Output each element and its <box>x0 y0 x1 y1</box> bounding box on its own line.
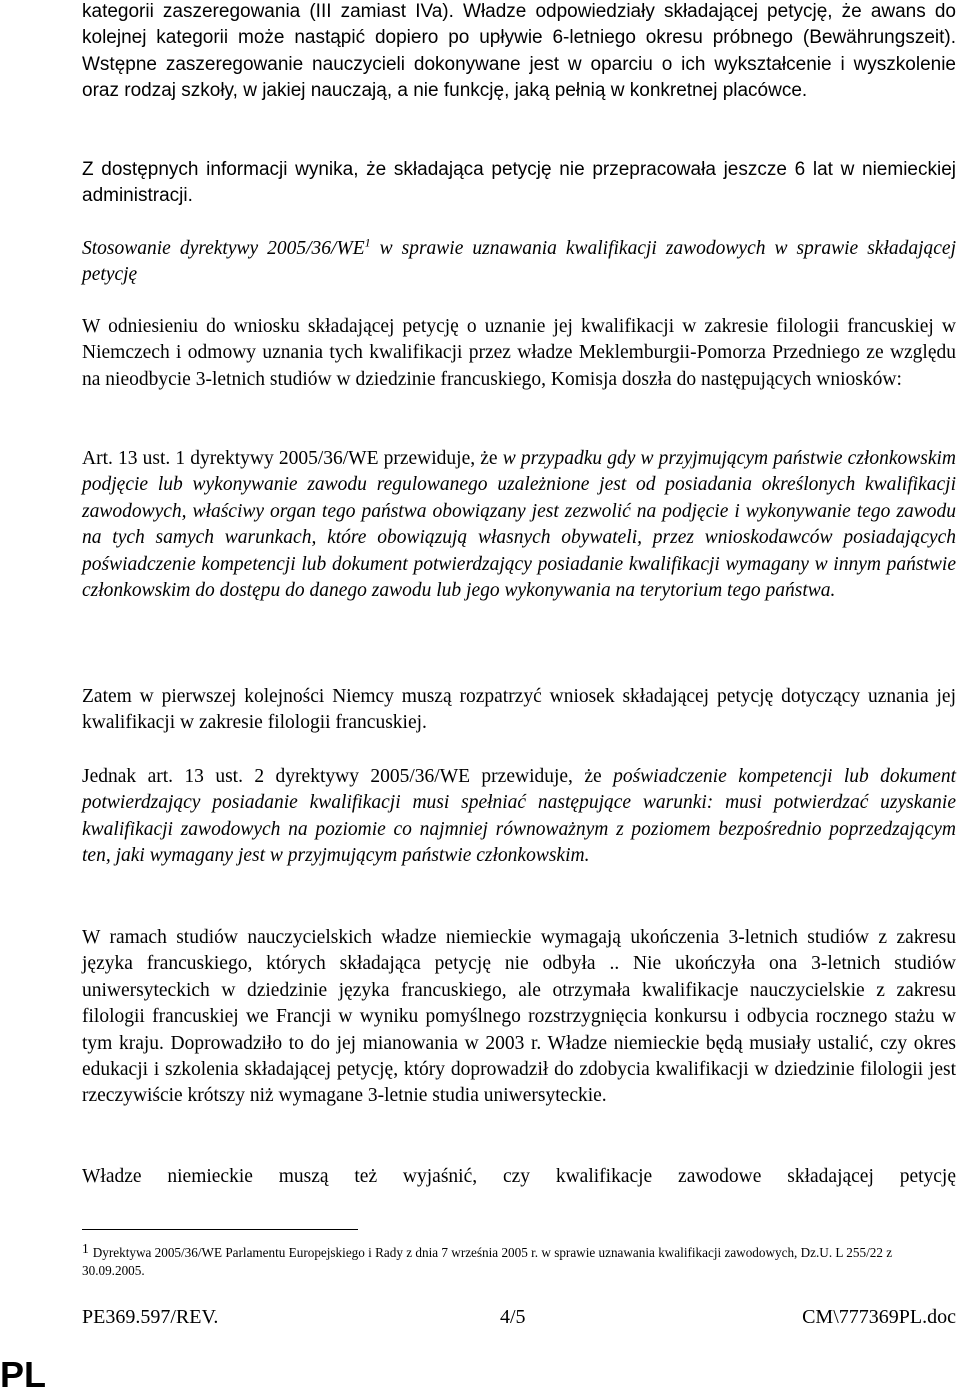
page-footer <box>82 1306 956 1329</box>
paragraph-3: W odniesieniu do wniosku składającej petycję o uznanie jej kwalifikacji w zakresie filologii francuskiej w Niemczech i odmowy uznania tych kwalifikacji przez władze Meklemburgii-Pomorza Przedniego ze względu na nieodbycie 3-letnich studiów w dziedzinie francuskiego, Komisja doszła do następujących wniosków: <box>82 316 956 390</box>
heading-text-cont: w sprawie uznawania kwalifikacji zawodowych w sprawie składającej petycję <box>82 238 957 286</box>
heading-text: Stosowanie dyrektywy 2005/36/WE <box>82 238 365 259</box>
file-name: CM\777369PL.doc <box>802 1306 956 1328</box>
paragraph-7: W ramach studiów nauczycielskich władze niemieckie wymagają ukończenia 3-letnich studiów z zakresu języka francuskiego, których składająca petycję nie odbyła .. Nie ukończyła ona 3-letnich studiów uniwersyteckich w dziedzinie języka francuskiego, ale otrzymała kwalifikacje nauczycielskie z zakresu filologii francuskiej we Francji w wyniku pomyślnego rozstrzygnięcia konkursu i odbycia rocznego stażu w tym kraju. Doprowadziło to do jej mianowania w 2003 r. Władze niemieckie będą musiały ustalić, czy okres edukacji i szkolenia składającej petycję, który doprowadził do zdobycia kwalifikacji w dziedzinie filologii jest rzeczywiście krótszy niż wymagane 3-letnie studia uniwersyteckie. <box>82 927 956 1107</box>
page-number: 4/5 <box>500 1306 526 1328</box>
language-code: PL <box>0 1354 47 1395</box>
paragraph-4-quote: w przypadku gdy w przyjmującym państwie członkowskim podjęcie lub wykonywanie zawodu regulowanego uzależnione jest od posiadania określonych kwalifikacji zawodowych, właściwy organ tego państwa obowiązany jest zezwolić na podjęcie i wykonywanie tego zawodu na tych samych warunkach, które obowiązują własnych obywateli, przez wnioskodawców posiadających poświadczenie kompetencji lub dokument potwierdzający posiadanie kwalifikacji wymagany w innym państwie członkowskim do dostępu do danego zawodu lub jego wykonywania na terytorium tego państwa. <box>82 448 956 602</box>
paragraph-1: kategorii zaszeregowania (III zamiast IVa). Władze odpowiedziały składającej petycję, że awans do kolejnej kategorii może nastąpić dopiero po upływie 6-letniego okresu próbnego (Bewährungszeit). Wstępne zaszeregowanie nauczycieli dokonywane jest w oparciu o ich wykształcenie i wyszkolenie oraz rodzaj szkoły, w jakiej nauczają, a nie funkcję, jaką pełnią w konkretnej placówce. <box>82 1 956 102</box>
document-reference: PE369.597/REV. <box>82 1306 219 1328</box>
footnote-text: Dyrektywa 2005/36/WE Parlamentu Europejskiego i Rady z dnia 7 września 2005 r. w sprawie uznawania kwalifikacji zawodowych, Dz.U. L 255/22 z 30.09.2005. <box>82 1245 893 1278</box>
section-heading <box>82 236 956 289</box>
paragraph-5: Zatem w pierwszej kolejności Niemcy muszą rozpatrzyć wniosek składającej petycję dotyczący uznania jej kwalifikacji w zakresie filologii francuskiej. <box>82 686 956 734</box>
paragraph-6-quote: poświadczenie kompetencji lub dokument potwierdzający posiadanie kwalifikacji musi spełniać następujące warunki: musi potwierdzać uzyskanie kwalifikacji zawodowych na poziomie co najmniej równoważnym z poziomem bezpośrednio poprzedzającym ten, jaki wymagany jest w przyjmującym państwie członkowskim. <box>82 766 956 867</box>
footnote-separator <box>82 1229 358 1230</box>
footnote-ref: 1 <box>364 235 371 250</box>
paragraph-8: Władze niemieckie muszą też wyjaśnić, czy kwalifikacje zawodowe składającej petycję <box>82 1166 956 1187</box>
paragraph-6-plain: Jednak art. 13 ust. 2 dyrektywy 2005/36/WE przewiduje, że <box>82 766 614 787</box>
footnote-mark: 1 <box>82 1241 89 1256</box>
paragraph-4 <box>82 446 956 604</box>
footnote <box>82 1240 956 1279</box>
paragraph-2: Z dostępnych informacji wynika, że składająca petycję nie przepracowała jeszcze 6 lat w niemieckiej administracji. <box>82 159 956 207</box>
paragraph-4-plain: Art. 13 ust. 1 dyrektywy 2005/36/WE przewiduje, że <box>82 448 503 469</box>
paragraph-6 <box>82 764 956 870</box>
